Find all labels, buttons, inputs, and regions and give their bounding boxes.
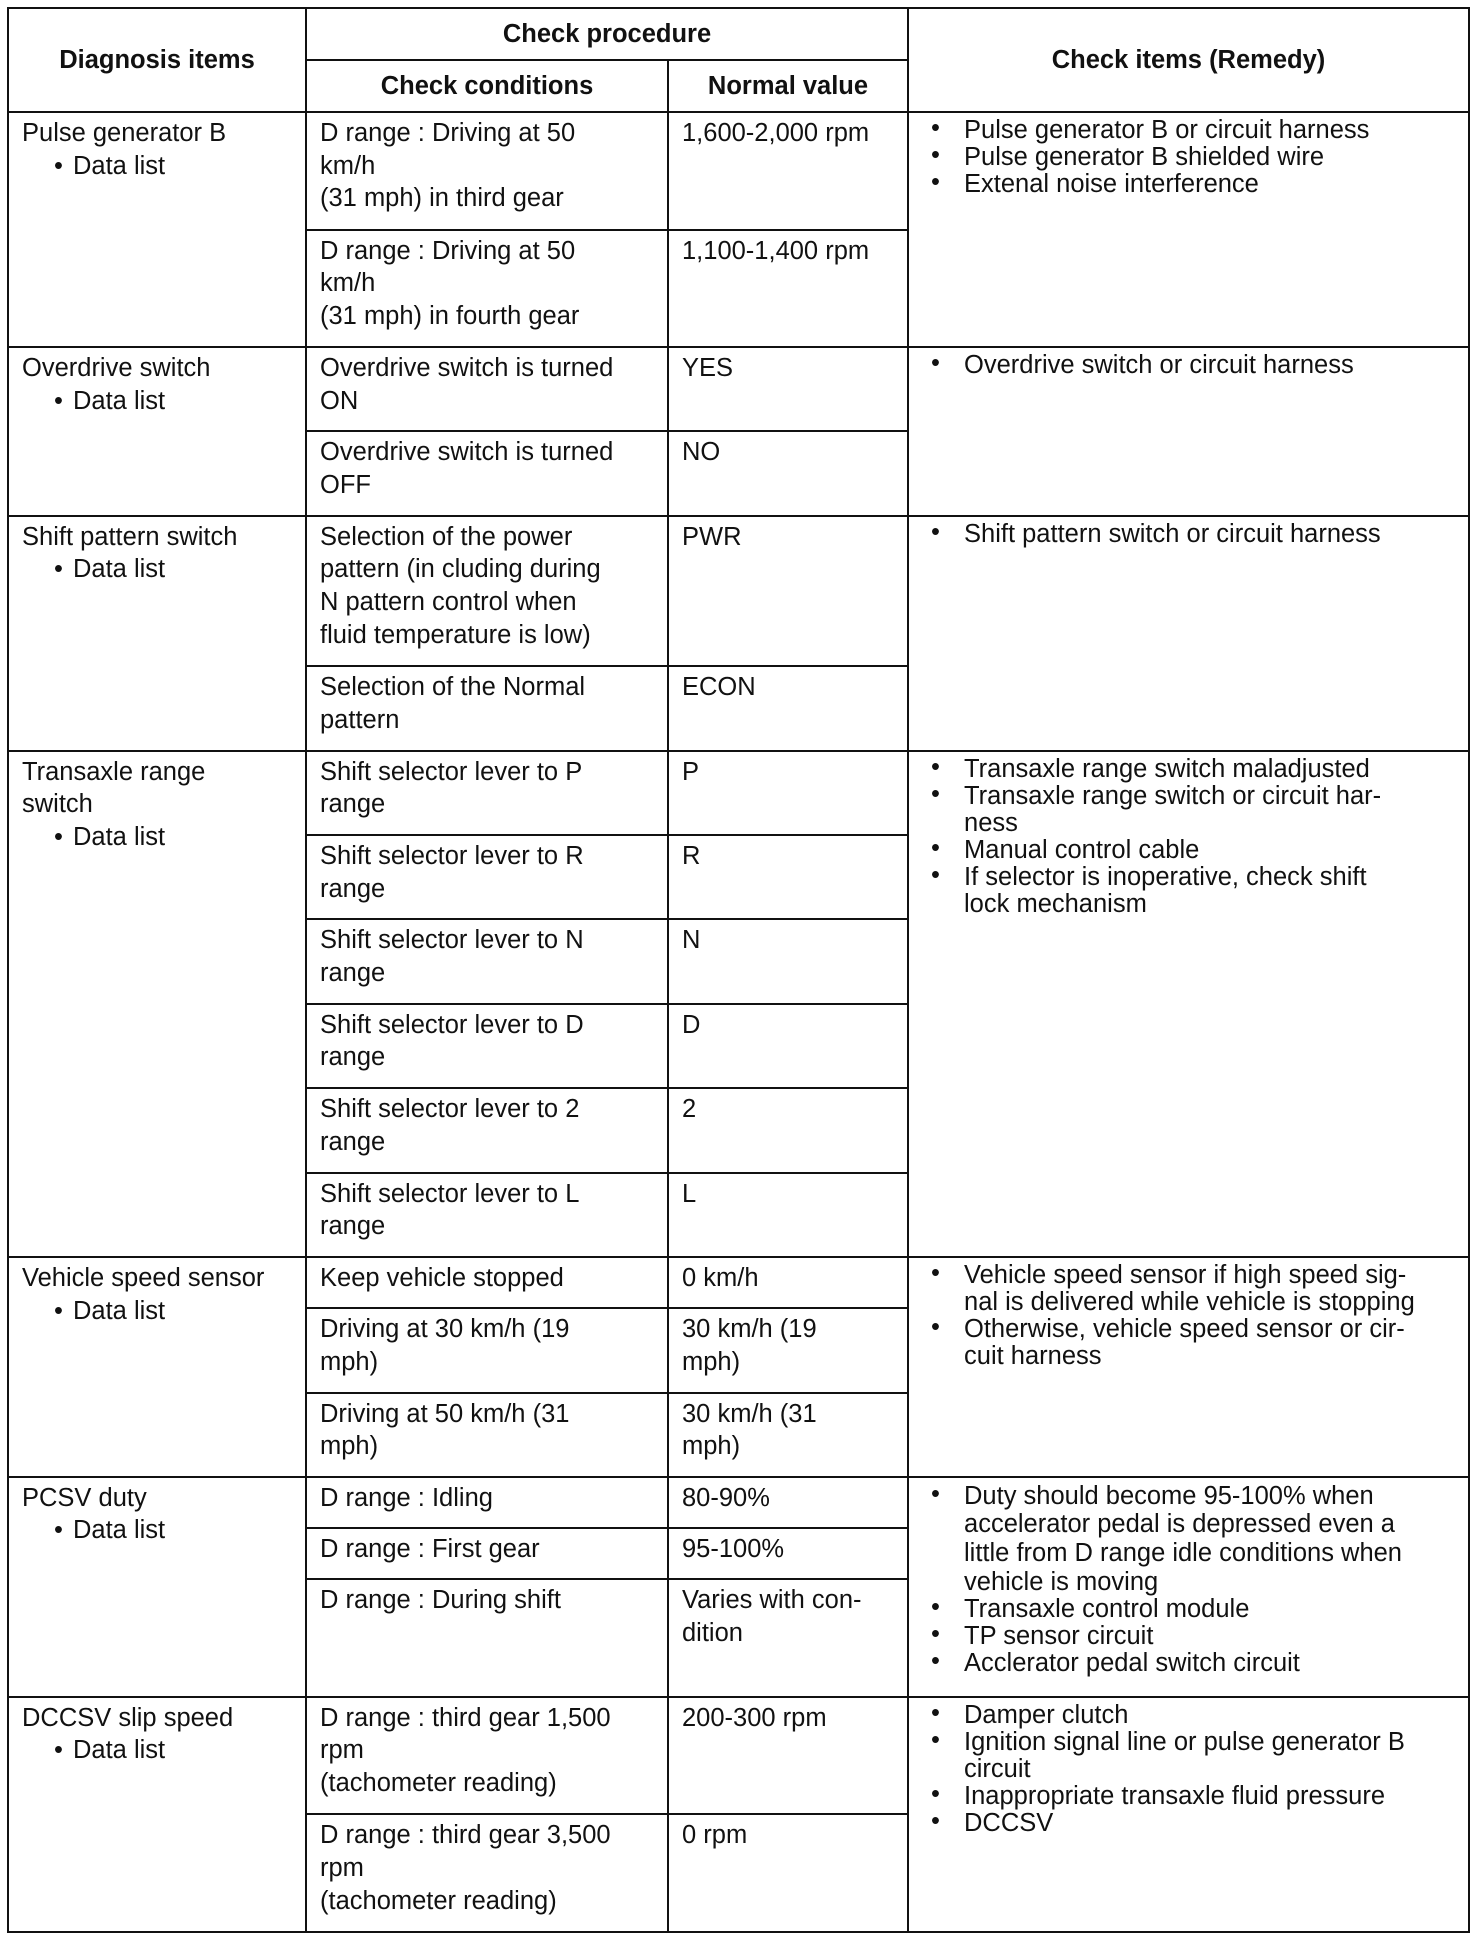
remedy-item: • Pulse generator B shielded wire <box>922 144 1455 171</box>
check-condition: D range : third gear 1,500 rpm (tachometer reading) <box>306 1697 668 1815</box>
check-items-remedy <box>908 1257 1469 1477</box>
remedy-item: • Transaxle control module <box>922 1596 1455 1623</box>
diagnosis-item-sub: • Data list <box>22 1734 292 1767</box>
check-condition: D range : Driving at 50 km/h (31 mph) in fourth gear <box>306 230 668 348</box>
normal-value: 2 <box>668 1088 908 1172</box>
check-items-remedy <box>908 347 1469 516</box>
table-row <box>8 347 1469 431</box>
remedy-item: • TP sensor circuit <box>922 1623 1455 1650</box>
check-condition: Selection of the power pattern (in cluding during N pattern control when fluid temperature is low) <box>306 516 668 667</box>
check-items-remedy <box>908 751 1469 1257</box>
remedy-item: • Ignition signal line or pulse generator B circuit <box>922 1729 1455 1783</box>
normal-value: 30 km/h (31 mph) <box>668 1393 908 1477</box>
check-items-remedy <box>908 112 1469 347</box>
check-condition: D range : During shift <box>306 1579 668 1697</box>
check-condition: Driving at 50 km/h (31 mph) <box>306 1393 668 1477</box>
diagnosis-item <box>8 751 306 1257</box>
diagnosis-item <box>8 1257 306 1477</box>
bullet-icon: • <box>54 555 63 584</box>
bullet-icon: • <box>54 386 63 415</box>
normal-value: D <box>668 1004 908 1088</box>
normal-value: 95-100% <box>668 1528 908 1579</box>
header-check-procedure: Check procedure <box>306 8 908 60</box>
check-items-remedy <box>908 1477 1469 1697</box>
bullet-icon: • <box>54 1516 63 1545</box>
check-items-remedy <box>908 516 1469 751</box>
bullet-icon: • <box>54 1296 63 1325</box>
check-condition: Selection of the Normal pattern <box>306 666 668 750</box>
diagnosis-item-sub: • Data list <box>22 150 292 183</box>
check-condition: Shift selector lever to D range <box>306 1004 668 1088</box>
table-row <box>8 1257 1469 1308</box>
diagnosis-item-name: Transaxle range switch <box>22 757 206 819</box>
check-condition: D range : third gear 3,500 rpm (tachometer reading) <box>306 1814 668 1932</box>
diagnosis-item-name: Vehicle speed sensor <box>22 1263 265 1292</box>
table-row <box>8 112 1469 230</box>
check-condition: Keep vehicle stopped <box>306 1257 668 1308</box>
remedy-item: • Inappropriate transaxle fluid pressure <box>922 1783 1455 1810</box>
table-header <box>8 8 1469 112</box>
normal-value: PWR <box>668 516 908 667</box>
remedy-item: • Otherwise, vehicle speed sensor or cir- cuit harness <box>922 1316 1455 1370</box>
check-condition: Shift selector lever to 2 range <box>306 1088 668 1172</box>
normal-value: 1,100-1,400 rpm <box>668 230 908 348</box>
normal-value: 80-90% <box>668 1477 908 1528</box>
check-condition: Overdrive switch is turned ON <box>306 347 668 431</box>
remedy-item: • Transaxle range switch or circuit har- ness <box>922 783 1455 837</box>
diagnosis-item-sub: • Data list <box>22 1295 292 1328</box>
normal-value: 0 km/h <box>668 1257 908 1308</box>
normal-value: 1,600-2,000 rpm <box>668 112 908 230</box>
normal-value: 0 rpm <box>668 1814 908 1932</box>
diagnosis-item-name: PCSV duty <box>22 1483 147 1512</box>
diagnosis-item-sub: • Data list <box>22 821 292 854</box>
diagnosis-item-sub: • Data list <box>22 553 292 586</box>
normal-value: L <box>668 1173 908 1257</box>
diagnosis-item-name: Pulse generator B <box>22 119 227 147</box>
remedy-item: • Extenal noise interference <box>922 171 1455 198</box>
bullet-icon: • <box>54 823 63 852</box>
table-row <box>8 1697 1469 1815</box>
remedy-item: • If selector is inoperative, check shift lock mechanism <box>922 864 1455 918</box>
table-row <box>8 516 1469 667</box>
diagnosis-item-sub: • Data list <box>22 1514 292 1547</box>
bullet-icon: • <box>54 151 63 180</box>
check-condition: Shift selector lever to L range <box>306 1173 668 1257</box>
header-check-items-remedy: Check items (Remedy) <box>908 8 1469 112</box>
check-condition: D range : First gear <box>306 1528 668 1579</box>
remedy-item: • Shift pattern switch or circuit harness <box>922 521 1455 548</box>
remedy-item: • Duty should become 95-100% when accelerator pedal is depressed even a little from D range idle conditions when vehicle is moving <box>922 1482 1455 1596</box>
table-row <box>8 1477 1469 1528</box>
remedy-item: • Damper clutch <box>922 1702 1455 1729</box>
remedy-item: • DCCSV <box>922 1810 1455 1837</box>
normal-value: N <box>668 919 908 1003</box>
diagnosis-item-name: Shift pattern switch <box>22 522 238 551</box>
normal-value: P <box>668 751 908 835</box>
diagnosis-item-name: Overdrive switch <box>22 354 211 383</box>
diagnosis-table <box>7 7 1470 1933</box>
normal-value: Varies with con- dition <box>668 1579 908 1697</box>
normal-value: R <box>668 835 908 919</box>
diagnosis-item <box>8 347 306 516</box>
normal-value: 200-300 rpm <box>668 1697 908 1815</box>
remedy-item: • Overdrive switch or circuit harness <box>922 352 1455 379</box>
diagnosis-item <box>8 112 306 347</box>
normal-value: ECON <box>668 666 908 750</box>
remedy-item: • Manual control cable <box>922 837 1455 864</box>
diagnosis-item <box>8 1697 306 1932</box>
table-row <box>8 751 1469 835</box>
header-check-conditions: Check conditions <box>306 60 668 112</box>
check-condition: Shift selector lever to R range <box>306 835 668 919</box>
check-condition: D range : Driving at 50 km/h (31 mph) in third gear <box>306 112 668 230</box>
header-diagnosis-items: Diagnosis items <box>8 8 306 112</box>
remedy-item: • Pulse generator B or circuit harness <box>922 117 1455 144</box>
check-items-remedy <box>908 1697 1469 1932</box>
bullet-icon: • <box>54 1736 63 1765</box>
normal-value: YES <box>668 347 908 431</box>
remedy-item: • Transaxle range switch maladjusted <box>922 756 1455 783</box>
remedy-item: • Vehicle speed sensor if high speed sig- nal is delivered while vehicle is stopping <box>922 1262 1455 1316</box>
check-condition: Shift selector lever to P range <box>306 751 668 835</box>
header-normal-value: Normal value <box>668 60 908 112</box>
diagnosis-item <box>8 1477 306 1697</box>
normal-value: 30 km/h (19 mph) <box>668 1308 908 1392</box>
check-condition: Shift selector lever to N range <box>306 919 668 1003</box>
check-condition: Overdrive switch is turned OFF <box>306 431 668 515</box>
diagnosis-item-sub: • Data list <box>22 385 292 418</box>
diagnosis-item-name: DCCSV slip speed <box>22 1703 234 1732</box>
normal-value: NO <box>668 431 908 515</box>
check-condition: Driving at 30 km/h (19 mph) <box>306 1308 668 1392</box>
remedy-item: • Acclerator pedal switch circuit <box>922 1650 1455 1677</box>
diagnosis-item <box>8 516 306 751</box>
check-condition: D range : Idling <box>306 1477 668 1528</box>
